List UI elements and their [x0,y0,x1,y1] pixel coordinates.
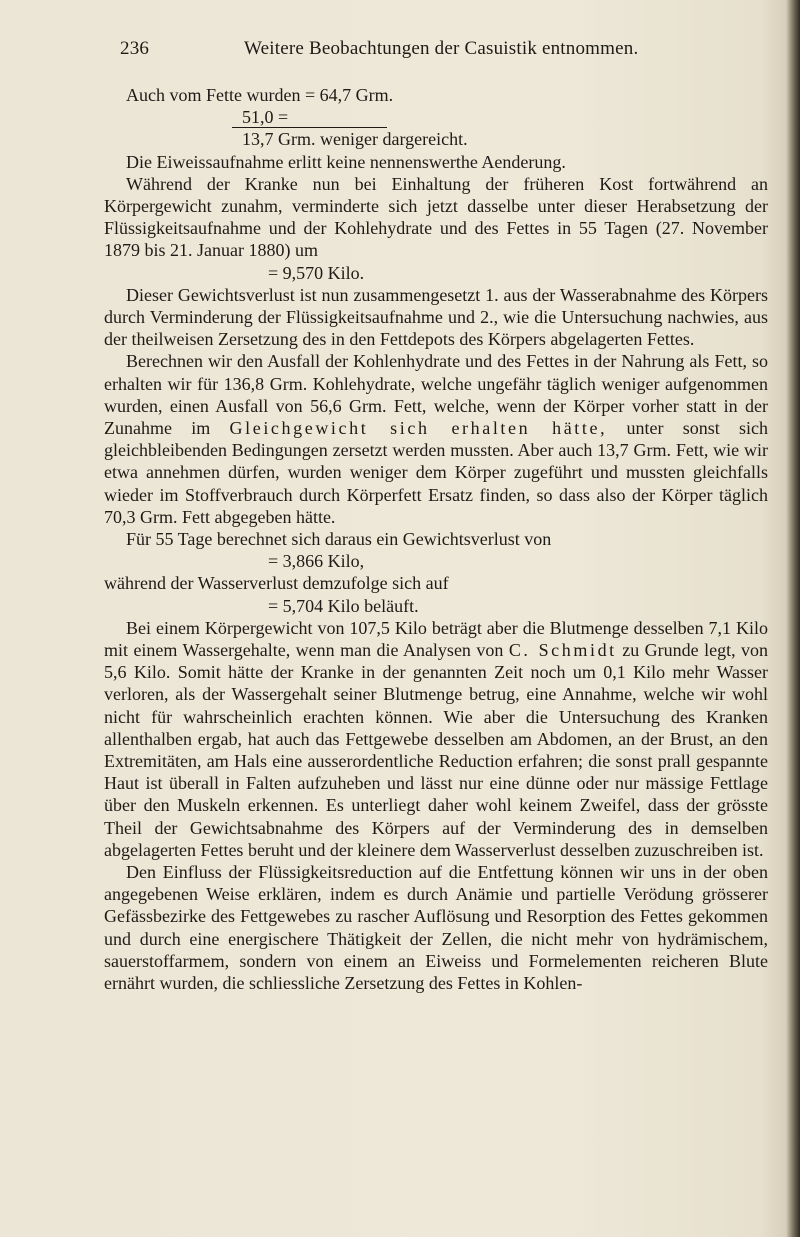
calc-text-a: Berechnen wir den Ausfall der Kohlenhydrate und des Fettes in der Nahrung als Fett, so erhalten wir für 136,8 Grm. Kohlehydrate, welche ungefähr täglich weniger aufgenommen wurden, einen Ausfall von 56,6 Grm. Fett, welche, wenn der Körper vorher statt in der Zunahme im [104,351,768,438]
paragraph-composition: Dieser Gewichtsverlust ist nun zusammengesetzt 1. aus der Wasserabnahme des Körpers durch Verminderung der Flüssigkeitsaufnahme und 2., wie die Untersuchung nachwies, aus der theilweisen Zersetzung des in den Fettdepots des Körpers abgelagerten Fettes. [104,284,768,350]
calc-text-c: unter sonst sich gleichbleibenden Bedingungen zersetzt werden mussten. Aber auch 13,7 Grm. Fett, wie wir etwa annehmen dürfen, wurden weniger dem Körper zugeführt und mussten gleichfalls wieder im Stoffverbrauch durch Körperfett Ersatz finden, so dass also der Körper täglich 70,3 Grm. Fett abgegeben hätte. [104,418,768,527]
paragraph-calculation [104,350,768,528]
author-name: C. Schmidt [508,640,617,661]
paragraph-water-loss: während der Wasserverlust demzufolge sich auf [104,573,449,594]
equation-water-loss: = 5,704 Kilo beläuft. [268,595,419,616]
paragraph-weight-loss: Während der Kranke nun bei Einhaltung der früheren Kost fortwährend an Körpergewicht zunahm, verminderte sich jetzt dasselbe unter dieser Herabsetzung der Flüssigkeitsaufnahme und der Kohlehydrate und des Fettes in 55 Tagen (27. November 1879 bis 21. Januar 1880) um [104,173,768,261]
paragraph-blood [104,617,768,861]
calc-fat-total: Auch vom Fette wurden = 64,7 Grm. [126,85,394,105]
body-text [104,84,768,994]
paragraph-fluid-reduction: Den Einfluss der Flüssigkeitsreduction auf die Entfettung können wir uns in der oben angegebenen Weise erklären, indem es durch Anämie und partielle Verödung grösserer Gefässbezirke des Fettgewebes zu rascher Auflösung und Resorption des Fettes gekommen und durch eine energischere Thätigkeit der Zellen, die nicht mehr von hydrämischem, sauerstoffarmem, sondern von einem an Eiweiss und Formelementen reicheren Blute ernährt wurden, die schliessliche Zersetzung des Fettes in Kohlen- [104,862,768,994]
calc-line-3 [104,128,768,150]
calc-fat-subtrahend: 51,0 = [242,107,289,128]
equation-weight-loss: = 9,570 Kilo. [268,262,365,283]
calc-line-2 [104,106,768,128]
equation-fat-loss: = 3,866 Kilo, [268,551,365,572]
blood-text-a: Bei einem Körpergewicht von 107,5 Kilo beträgt aber die Blutmenge desselben 7,1 Kilo mit einem Wassergehalte, wenn man die Analysen von [104,617,768,661]
running-title: Weitere Beobachtungen der Casuistik entnommen. [244,38,639,59]
spaced-emphasis: Gleichgewicht sich erhalten hätte, [229,418,608,438]
calc-fat-difference: 13,7 Grm. weniger dargereicht. [242,129,468,150]
paragraph-protein: Die Eiweissaufnahme erlitt keine nennenswerthe Aenderung. [126,151,566,172]
paragraph-55-days: Für 55 Tage berechnet sich daraus ein Gewichtsverlust von [126,529,552,550]
blood-text-c: zu Grunde legt, von 5,6 Kilo. Somit hätte der Kranke in der genannten Zeit noch um 0,1 Kilo mehr Wasser verloren, als der Wassergehalt seiner Blutmenge betrug, eine Annahme, welche wir wohl nicht für wahrscheinlich erachten können. Wie aber die Untersuchung des Kranken allenthalben ergab, hat auch das Fettgewebe desselben am Abdomen, an der Brust, an den Extremitäten, am Hals eine ausserordentliche Reduction erfahren; die sonst prall gespannte Haut ist überall in Falten aufzuheben und lässt nur eine dünne oder nur mässige Fettlage über den Muskeln erkennen. Es unterliegt daher wohl keinem Zweifel, dass der grösste Theil der Gewichtsabnahme des Körpers auf der Verminderung des in demselben abgelagerten Fettes beruht und der kleinere dem Wasserverlust desselben zuzuschreiben ist. [104,640,769,860]
page-edge-shadow [786,0,800,1237]
calc-line-1 [104,84,768,106]
page-number: 236 [120,38,150,59]
